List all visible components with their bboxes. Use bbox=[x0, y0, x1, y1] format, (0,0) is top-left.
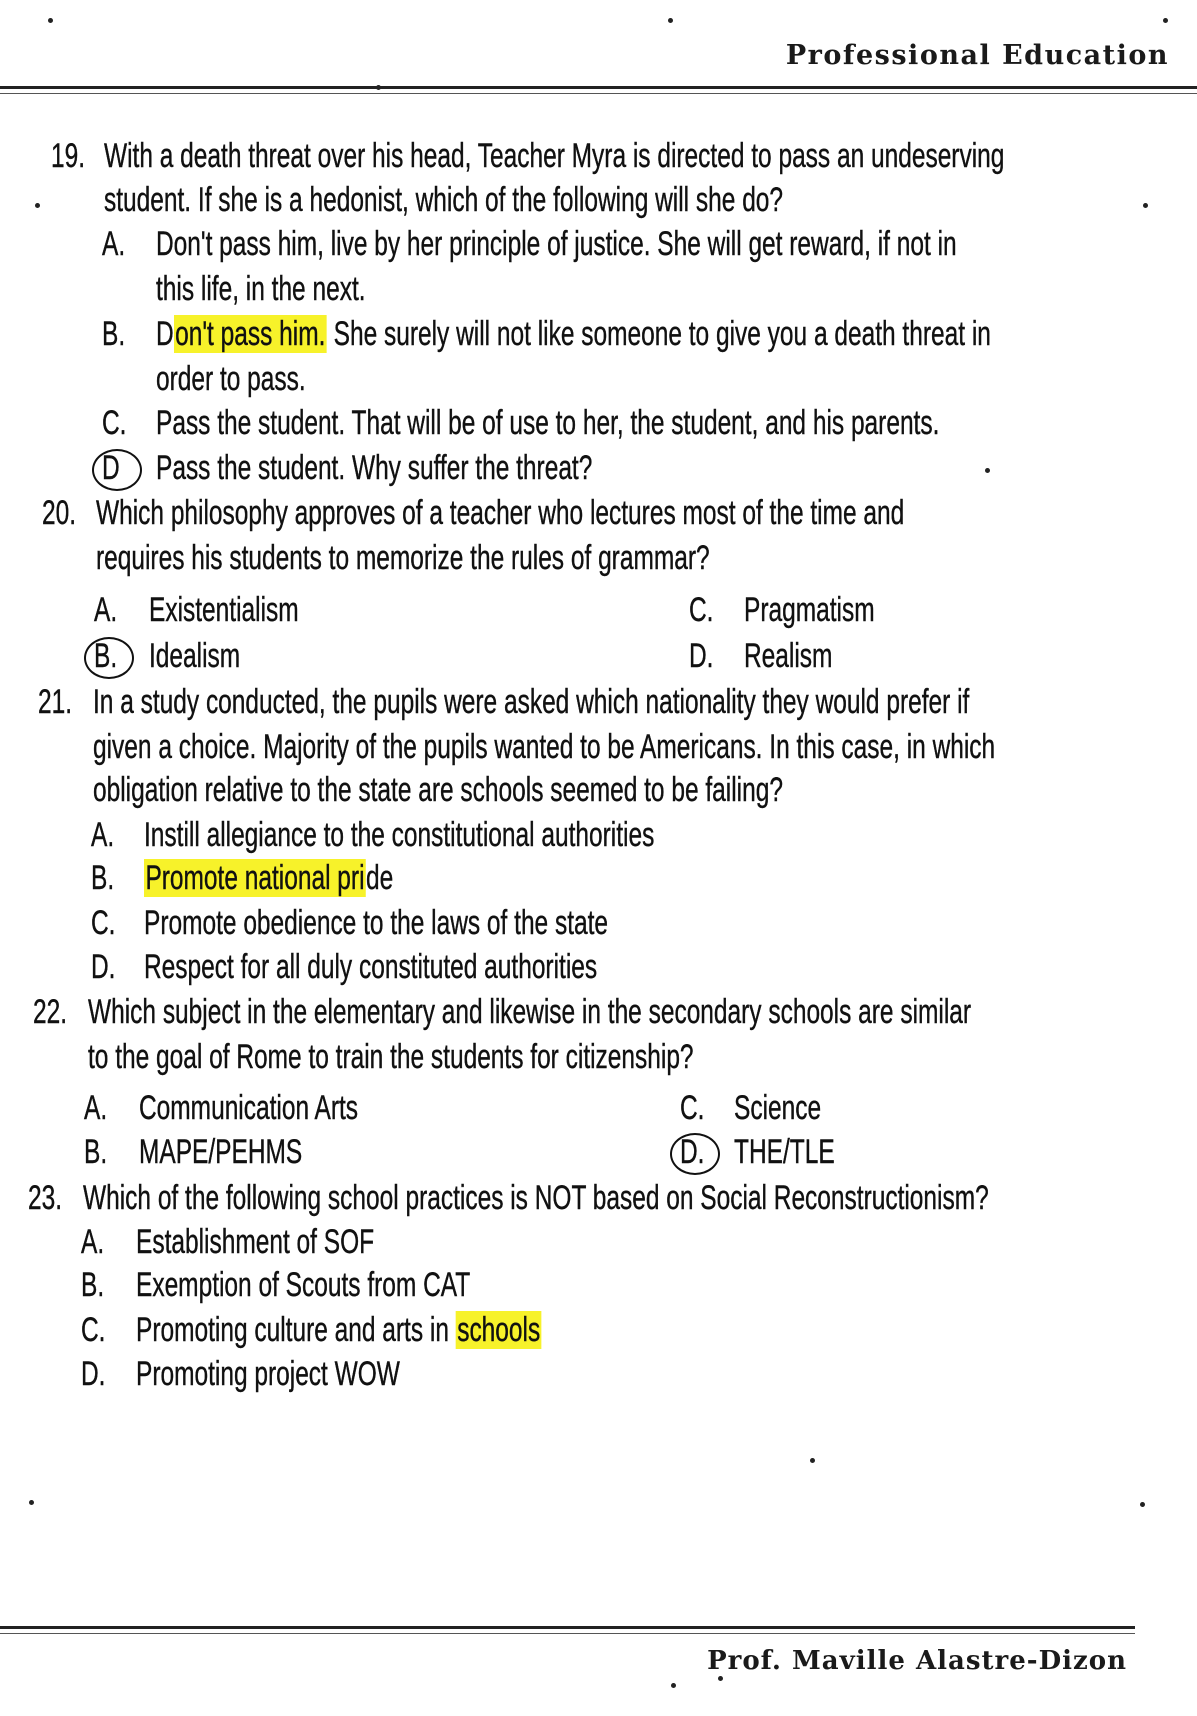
option-text: Idealism bbox=[149, 637, 241, 675]
option-text: Pass the student. That will be of use to her, the student, and his parents. bbox=[156, 404, 940, 442]
question-number: 19. bbox=[51, 137, 86, 175]
option-letter: C. bbox=[81, 1311, 106, 1349]
scan-speck bbox=[376, 85, 381, 90]
option-text bbox=[136, 1310, 542, 1350]
option-letter: D. bbox=[91, 948, 116, 986]
option-text: Pass the student. Why suffer the threat? bbox=[156, 449, 593, 487]
option-letter: A. bbox=[81, 1223, 105, 1261]
option-text: Instill allegiance to the constitutional authorities bbox=[144, 816, 655, 854]
option-text: Don't pass him, live by her principle of justice. She will get reward, if not in bbox=[156, 225, 957, 263]
option-text: Communication Arts bbox=[139, 1089, 359, 1127]
option-letter: C. bbox=[102, 404, 127, 442]
option-letter: D. bbox=[680, 1133, 705, 1171]
question-stem-line: Which subject in the elementary and likewise in the secondary schools are similar bbox=[88, 993, 972, 1031]
scan-speck bbox=[1163, 18, 1168, 23]
question-number: 23. bbox=[28, 1179, 63, 1217]
highlighted-text: schools bbox=[457, 1311, 541, 1349]
question-stem-line: requires his students to memorize the rules of grammar? bbox=[96, 539, 710, 577]
question-stem-line: Which of the following school practices is NOT based on Social Reconstructionism? bbox=[83, 1179, 989, 1217]
question-stem-line: student. If she is a hedonist, which of the following will she do? bbox=[104, 181, 784, 219]
header-rule-thin bbox=[0, 93, 1197, 94]
option-letter: D bbox=[102, 449, 120, 487]
option-text: Establishment of SOF bbox=[136, 1223, 375, 1261]
highlighted-text: Promote national pri bbox=[145, 859, 365, 897]
question-number: 21. bbox=[38, 683, 73, 721]
option-text: this life, in the next. bbox=[156, 270, 366, 308]
scan-speck bbox=[668, 18, 673, 23]
option-letter: A. bbox=[91, 816, 115, 854]
question-stem-line: Which philosophy approves of a teacher who lectures most of the time and bbox=[96, 494, 905, 532]
header-rule bbox=[0, 86, 1197, 89]
option-letter: B. bbox=[102, 315, 126, 353]
option-letter: B. bbox=[91, 859, 115, 897]
option-letter: B. bbox=[94, 637, 118, 675]
scan-speck bbox=[985, 468, 990, 473]
option-text: Realism bbox=[744, 637, 833, 675]
option-letter: D. bbox=[81, 1355, 106, 1393]
option-letter: A. bbox=[94, 591, 118, 629]
question-stem-line: With a death threat over his head, Teacher Myra is directed to pass an undeserving bbox=[104, 137, 1005, 175]
option-text: Exemption of Scouts from CAT bbox=[136, 1266, 471, 1304]
scan-speck bbox=[29, 1500, 34, 1505]
page-header-title: Professional Education bbox=[785, 40, 1169, 71]
option-text: order to pass. bbox=[156, 360, 306, 398]
option-text: Respect for all duly constituted authorities bbox=[144, 948, 598, 986]
option-text-segment: de bbox=[365, 859, 394, 897]
option-text bbox=[156, 314, 991, 354]
option-letter: B. bbox=[81, 1266, 105, 1304]
question-stem-line: obligation relative to the state are schools seemed to be failing? bbox=[93, 771, 783, 809]
question-number: 22. bbox=[33, 993, 68, 1031]
answer-circle-mark bbox=[92, 449, 142, 491]
scan-speck bbox=[810, 1458, 815, 1463]
scan-speck bbox=[48, 18, 53, 23]
option-letter: C. bbox=[689, 591, 714, 629]
option-text: Pragmatism bbox=[744, 591, 875, 629]
option-text: Promoting project WOW bbox=[136, 1355, 400, 1393]
footer-rule-thin bbox=[0, 1633, 1135, 1634]
option-text-segment: She surely will not like someone to give you a death threat in bbox=[326, 315, 991, 353]
scan-speck bbox=[1143, 203, 1148, 208]
scan-speck bbox=[35, 203, 40, 208]
option-letter: D. bbox=[689, 637, 714, 675]
option-text: MAPE/PEHMS bbox=[139, 1133, 303, 1171]
question-stem-line: given a choice. Majority of the pupils wanted to be Americans. In this case, in which bbox=[93, 728, 996, 766]
answer-circle-mark bbox=[84, 637, 134, 679]
answer-circle-mark bbox=[670, 1133, 720, 1175]
option-text: Existentialism bbox=[149, 591, 299, 629]
option-text: THE/TLE bbox=[734, 1133, 835, 1171]
highlighted-text: on't pass him. bbox=[175, 315, 326, 353]
footer-rule bbox=[0, 1626, 1135, 1629]
question-number: 20. bbox=[42, 494, 77, 532]
option-text: Science bbox=[734, 1089, 822, 1127]
option-text: Promote obedience to the laws of the state bbox=[144, 904, 609, 942]
footer-author: Prof. Maville Alastre-Dizon bbox=[707, 1646, 1127, 1676]
option-text bbox=[144, 858, 393, 898]
option-letter: C. bbox=[680, 1089, 705, 1127]
question-stem-line: to the goal of Rome to train the students for citizenship? bbox=[88, 1038, 694, 1076]
scan-speck bbox=[718, 1676, 723, 1681]
scan-speck bbox=[671, 1683, 676, 1688]
option-text-segment: D bbox=[156, 315, 174, 353]
scan-speck bbox=[1140, 1502, 1145, 1507]
option-letter: A. bbox=[102, 225, 126, 263]
option-letter: A. bbox=[84, 1089, 108, 1127]
option-letter: C. bbox=[91, 904, 116, 942]
option-letter: B. bbox=[84, 1133, 108, 1171]
option-text-segment: Promoting culture and arts in bbox=[136, 1311, 456, 1349]
question-stem-line: In a study conducted, the pupils were asked which nationality they would prefer if bbox=[93, 683, 970, 721]
